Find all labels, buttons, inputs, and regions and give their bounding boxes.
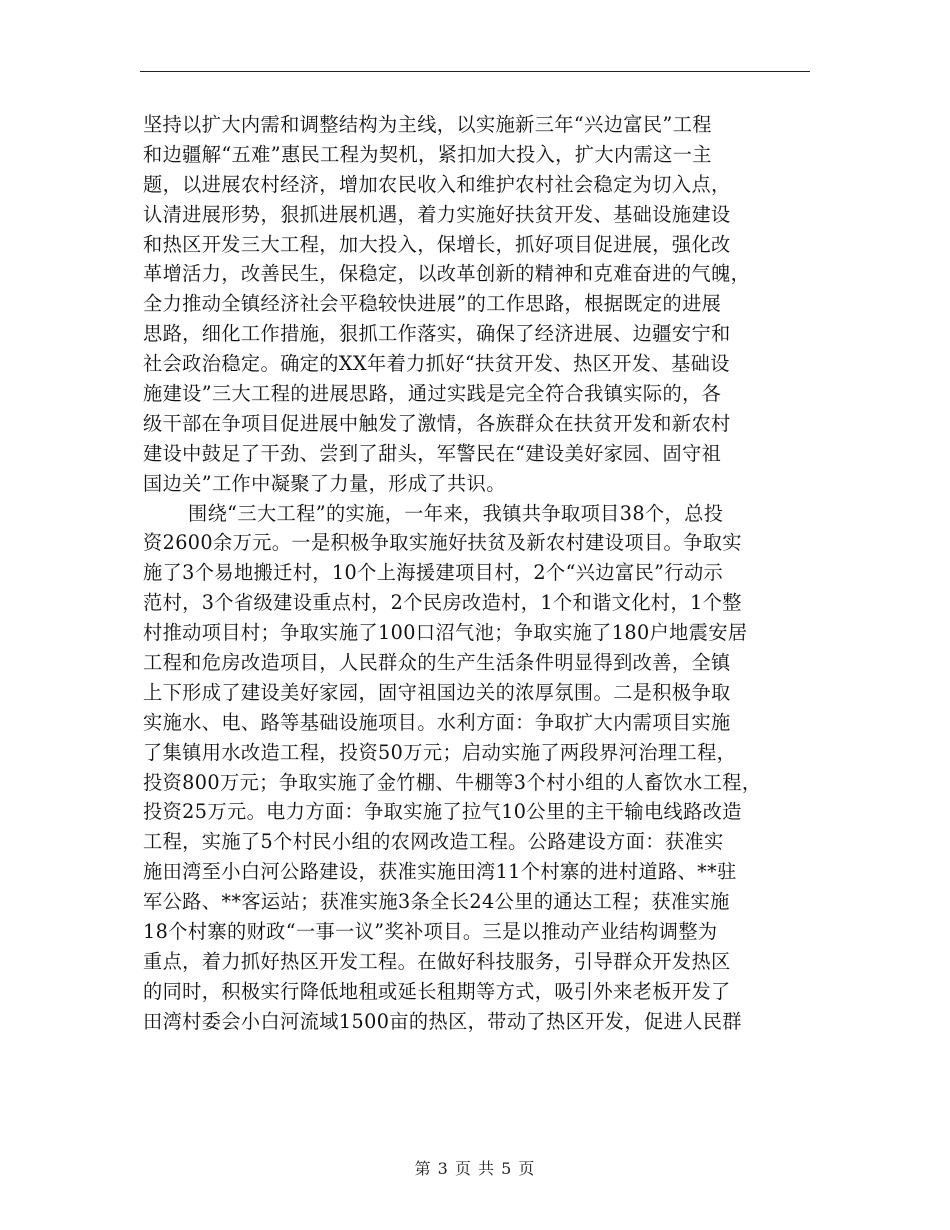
text-line: 和边疆解“五难”惠民工程为契机，紧扣加大投入，扩大内需这一主 (143, 142, 712, 166)
text-line: 工程，实施了5个村民小组的农网改造工程。公路建设方面：获准实 (143, 830, 724, 854)
text-line: 了集镇用水改造工程，投资50万元；启动实施了两段界河治理工程， (143, 740, 737, 764)
text-line: 和热区开发三大工程，加大投入，保增长，抓好项目促进展，强化改 (143, 232, 731, 256)
text-line: 全力推动全镇经济社会平稳较快进展”的工作思路，根据既定的进展 (143, 292, 722, 316)
text-line: 施建设”三大工程的进展思路，通过实践是完全符合我镇实际的，各 (143, 382, 722, 406)
text-line: 认清进展形势，狠抓进展机遇，着力实施好扶贫开发、基础设施建设 (143, 202, 731, 226)
text-line: 施了3个易地搬迁村，10个上海援建项目村，2个“兴边富民”行动示 (143, 561, 724, 585)
text-line: 思路，细化工作措施，狠抓工作落实，确保了经济进展、边疆安宁和 (143, 322, 731, 346)
text-line: 军公路、**客运站；获准实施3条全长24公里的通达工程；获准实施 (143, 890, 730, 914)
text-line: 的同时，积极实行降低地租或延长租期等方式，吸引外来老板开发了 (143, 979, 731, 1003)
paragraph-1 (143, 110, 813, 499)
text-line: 实施水、电、路等基础设施项目。水利方面：争取扩大内需项目实施 (143, 710, 731, 734)
text-line: 资2600余万元。一是积极争取实施好扶贫及新农村建设项目。争取实 (143, 531, 742, 555)
text-line: 范村，3个省级建设重点村，2个民房改造村，1个和谐文化村，1个整 (143, 591, 742, 615)
text-line: 投资800万元；争取实施了金竹棚、牛棚等3个村小组的人畜饮水工程， (143, 770, 762, 794)
text-line: 革增活力，改善民生，保稳定，以改革创新的精神和克难奋进的气魄， (143, 262, 751, 286)
text-line: 田湾村委会小白河流域1500亩的热区，带动了热区开发，促进人民群 (143, 1009, 742, 1033)
text-line: 国边关”工作中凝聚了力量，形成了共识。 (143, 471, 506, 495)
page-number: 第 3 页 共 5 页 (414, 1159, 536, 1178)
text-line: 施田湾至小白河公路建设，获准实施田湾11个村寨的进村道路、**驻 (143, 860, 737, 884)
paragraph-2 (143, 499, 813, 1037)
text-line: 重点，着力抓好热区开发工程。在做好科技服务，引导群众开发热区 (143, 949, 731, 973)
text-line: 工程和危房改造项目，人民群众的生产生活条件明显得到改善，全镇 (143, 651, 731, 675)
text-line: 村推动项目村；争取实施了100口沼气池；争取实施了180户地震安居 (143, 621, 748, 645)
text-line: 上下形成了建设美好家园，固守祖国边关的浓厚氛围。二是积极争取 (143, 680, 731, 704)
text-line: 坚持以扩大内需和调整结构为主线，以实施新三年“兴边富民”工程 (143, 113, 712, 136)
text-line: 投资25万元。电力方面：争取实施了拉气10公里的主干输电线路改造 (143, 800, 742, 824)
text-line: 社会政治稳定。确定的XX年着力抓好“扶贫开发、热区开发、基础设 (143, 352, 730, 376)
text-line: 建设中鼓足了干劲、尝到了甜头，军警民在“建设美好家园、固守祖 (143, 441, 722, 465)
header-rule (140, 71, 810, 72)
text-line: 18个村寨的财政“一事一议”奖补项目。三是以推动产业结构调整为 (143, 920, 718, 944)
text-line: 围绕“三大工程”的实施，一年来，我镇共争取项目38个，总投 (188, 501, 724, 525)
document-body (143, 110, 813, 1037)
text-line: 题，以进展农村经济，增加农民收入和维护农村社会稳定为切入点， (143, 172, 731, 196)
text-line: 级干部在争项目促进展中触发了激情，各族群众在扶贫开发和新农村 (143, 411, 731, 435)
